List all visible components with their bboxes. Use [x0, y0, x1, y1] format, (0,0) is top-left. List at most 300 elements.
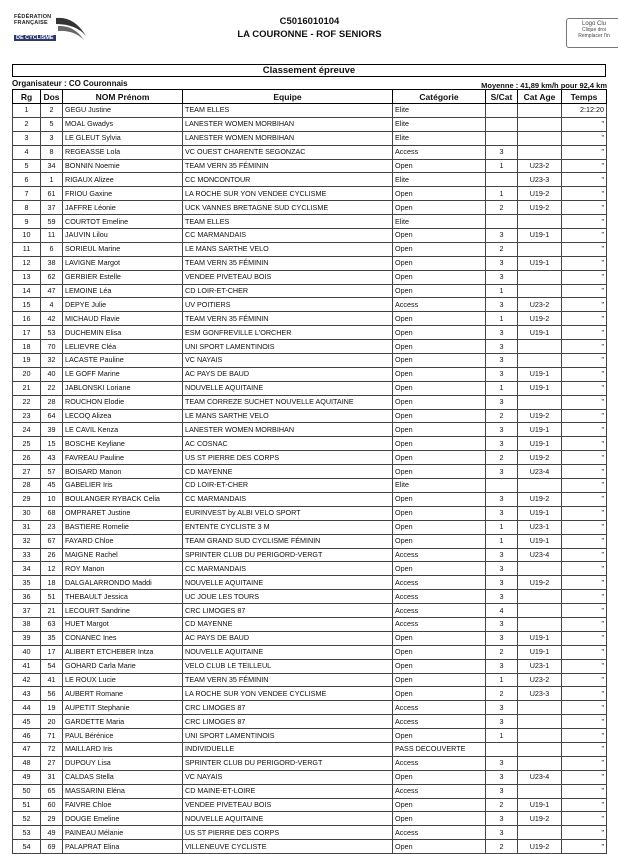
bib-cell: 3 [41, 131, 63, 145]
bib-cell: 69 [41, 840, 63, 854]
age-category-cell: U23-4 [518, 465, 562, 479]
table-row [13, 187, 607, 201]
time-cell: " [562, 354, 607, 368]
team-cell: CRC LIMOGES 87 [183, 604, 393, 618]
rider-name-cell: PAINEAU Mélanie [63, 826, 183, 840]
table-row [13, 492, 607, 506]
rank-cell: 11 [13, 242, 41, 256]
team-cell: UV POITIERS [183, 298, 393, 312]
subcategory-cell: 3 [486, 395, 518, 409]
category-cell: Access [393, 298, 486, 312]
bib-cell: 38 [41, 256, 63, 270]
table-row [13, 840, 607, 854]
subcategory-cell: 1 [486, 159, 518, 173]
subcategory-cell: 3 [486, 298, 518, 312]
team-cell: CD MAYENNE [183, 465, 393, 479]
rider-name-cell: JAUVIN Lilou [63, 229, 183, 243]
time-cell: " [562, 465, 607, 479]
age-category-cell [518, 701, 562, 715]
table-row [13, 340, 607, 354]
table-row [13, 284, 607, 298]
rider-name-cell: LACASTE Pauline [63, 354, 183, 368]
table-row [13, 131, 607, 145]
rank-cell: 29 [13, 492, 41, 506]
time-cell: " [562, 659, 607, 673]
team-cell: EURINVEST by ALBI VELO SPORT [183, 506, 393, 520]
team-cell: VC NAYAIS [183, 770, 393, 784]
category-cell: Open [393, 798, 486, 812]
time-cell: " [562, 562, 607, 576]
rank-cell: 6 [13, 173, 41, 187]
race-code: C5016010104 [279, 16, 340, 27]
team-cell: UCK VANNES BRETAGNE SUD CYCLISME [183, 201, 393, 215]
category-cell: Open [393, 812, 486, 826]
age-category-cell: U23-3 [518, 687, 562, 701]
table-row [13, 298, 607, 312]
subcategory-cell: 3 [486, 465, 518, 479]
rank-cell: 17 [13, 326, 41, 340]
rider-name-cell: ROUCHON Elodie [63, 395, 183, 409]
age-category-cell: U23-3 [518, 173, 562, 187]
rank-cell: 2 [13, 117, 41, 131]
time-cell: " [562, 798, 607, 812]
bib-cell: 32 [41, 354, 63, 368]
column-header-rg: Rg [13, 90, 41, 104]
table-row [13, 367, 607, 381]
category-cell: Access [393, 604, 486, 618]
table-row [13, 256, 607, 270]
subcategory-cell: 3 [486, 562, 518, 576]
category-cell: Elite [393, 215, 486, 229]
age-category-cell: U19-1 [518, 798, 562, 812]
club-logo-line2: Clique droi [582, 27, 606, 33]
time-cell: " [562, 437, 607, 451]
subcategory-cell: 3 [486, 715, 518, 729]
rank-cell: 31 [13, 520, 41, 534]
team-cell: CC MONCONTOUR [183, 173, 393, 187]
bib-cell: 49 [41, 826, 63, 840]
table-row [13, 326, 607, 340]
classement-title: Classement épreuve [12, 64, 606, 77]
rider-name-cell: GEGU Justine [63, 104, 183, 118]
team-cell: CRC LIMOGES 87 [183, 715, 393, 729]
rider-name-cell: CONANEC Ines [63, 631, 183, 645]
time-cell: " [562, 340, 607, 354]
rank-cell: 48 [13, 756, 41, 770]
age-category-cell [518, 742, 562, 756]
rider-name-cell: LE GLEUT Sylvia [63, 131, 183, 145]
age-category-cell: U19-1 [518, 256, 562, 270]
category-cell: Elite [393, 131, 486, 145]
column-header-scat: S/Cat [486, 90, 518, 104]
rank-cell: 26 [13, 451, 41, 465]
category-cell: Open [393, 187, 486, 201]
bib-cell: 39 [41, 423, 63, 437]
category-cell: Open [393, 534, 486, 548]
moyenne: Moyenne : 41,89 km/h pour 92,4 km [481, 81, 607, 90]
team-cell: UC JOUE LES TOURS [183, 590, 393, 604]
category-cell: Elite [393, 117, 486, 131]
time-cell: " [562, 367, 607, 381]
category-cell: Open [393, 631, 486, 645]
subcategory-cell: 1 [486, 312, 518, 326]
rank-cell: 14 [13, 284, 41, 298]
bib-cell: 11 [41, 229, 63, 243]
team-cell: TEAM ELLES [183, 215, 393, 229]
rider-name-cell: LAVIGNE Margot [63, 256, 183, 270]
bib-cell: 20 [41, 715, 63, 729]
category-cell: Access [393, 548, 486, 562]
subcategory-cell: 3 [486, 826, 518, 840]
time-cell: " [562, 229, 607, 243]
table-row [13, 826, 607, 840]
table-row [13, 520, 607, 534]
category-cell: Open [393, 284, 486, 298]
rider-name-cell: GOHARD Carla Marie [63, 659, 183, 673]
subcategory-cell: 3 [486, 340, 518, 354]
rider-name-cell: PALAPRAT Elina [63, 840, 183, 854]
subcategory-cell: 2 [486, 451, 518, 465]
table-row [13, 756, 607, 770]
club-logo-line3: Remplacer l'in [578, 33, 610, 39]
time-cell: " [562, 131, 607, 145]
bib-cell: 71 [41, 729, 63, 743]
rider-name-cell: GERBIER Estelle [63, 270, 183, 284]
results-body [13, 104, 607, 854]
table-row [13, 423, 607, 437]
age-category-cell [518, 354, 562, 368]
subcategory-cell: 1 [486, 381, 518, 395]
team-cell: NOUVELLE AQUITAINE [183, 576, 393, 590]
team-cell: LA ROCHE SUR YON VENDEE CYCLISME [183, 687, 393, 701]
subcategory-cell: 3 [486, 506, 518, 520]
age-category-cell: U19-1 [518, 534, 562, 548]
rank-cell: 50 [13, 784, 41, 798]
subcategory-cell: 1 [486, 729, 518, 743]
rider-name-cell: OMPRARET Justine [63, 506, 183, 520]
rider-name-cell: PAUL Bérénice [63, 729, 183, 743]
table-row [13, 798, 607, 812]
team-cell: TEAM CORREZE SUCHET NOUVELLE AQUITAINE [183, 395, 393, 409]
bib-cell: 28 [41, 395, 63, 409]
bib-cell: 31 [41, 770, 63, 784]
team-cell: LANESTER WOMEN MORBIHAN [183, 117, 393, 131]
subcategory-cell: 2 [486, 645, 518, 659]
team-cell: CD MAINE-ET-LOIRE [183, 784, 393, 798]
subcategory-cell: 3 [486, 631, 518, 645]
rank-cell: 46 [13, 729, 41, 743]
subcategory-cell: 3 [486, 576, 518, 590]
team-cell: TEAM ELLES [183, 104, 393, 118]
rider-name-cell: LE ROUX Lucie [63, 673, 183, 687]
age-category-cell [518, 395, 562, 409]
rank-cell: 18 [13, 340, 41, 354]
bib-cell: 35 [41, 631, 63, 645]
bib-cell: 53 [41, 326, 63, 340]
rank-cell: 8 [13, 201, 41, 215]
age-category-cell [518, 729, 562, 743]
time-cell: " [562, 173, 607, 187]
rider-name-cell: ALIBERT ETCHEBER Intza [63, 645, 183, 659]
category-cell: Open [393, 451, 486, 465]
age-category-cell [518, 826, 562, 840]
subcategory-cell: 1 [486, 673, 518, 687]
bib-cell: 72 [41, 742, 63, 756]
subcategory-cell: 3 [486, 617, 518, 631]
rank-cell: 35 [13, 576, 41, 590]
rider-name-cell: MAIGNE Rachel [63, 548, 183, 562]
subcategory-cell: 3 [486, 770, 518, 784]
team-cell: LE MANS SARTHE VELO [183, 242, 393, 256]
age-category-cell [518, 340, 562, 354]
bib-cell: 43 [41, 451, 63, 465]
bib-cell: 22 [41, 381, 63, 395]
category-cell: Open [393, 312, 486, 326]
table-row [13, 312, 607, 326]
bib-cell: 23 [41, 520, 63, 534]
age-category-cell: U23-2 [518, 673, 562, 687]
time-cell: " [562, 756, 607, 770]
subcategory-cell: 3 [486, 326, 518, 340]
team-cell: UNI SPORT LAMENTINOIS [183, 340, 393, 354]
rider-name-cell: HUET Margot [63, 617, 183, 631]
rank-cell: 24 [13, 423, 41, 437]
age-category-cell: U19-1 [518, 326, 562, 340]
age-category-cell [518, 117, 562, 131]
rank-cell: 45 [13, 715, 41, 729]
rank-cell: 51 [13, 798, 41, 812]
time-cell: " [562, 284, 607, 298]
subcategory-cell: 3 [486, 756, 518, 770]
category-cell: Access [393, 576, 486, 590]
table-row [13, 604, 607, 618]
rank-cell: 1 [13, 104, 41, 118]
rider-name-cell: DOUGE Emeline [63, 812, 183, 826]
rider-name-cell: MAILLARD Iris [63, 742, 183, 756]
rider-name-cell: GARDETTE Maria [63, 715, 183, 729]
age-category-cell: U19-2 [518, 840, 562, 854]
age-category-cell: U19-2 [518, 187, 562, 201]
rider-name-cell: DALGALARRONDO Maddi [63, 576, 183, 590]
bib-cell: 12 [41, 562, 63, 576]
team-cell: CC MARMANDAIS [183, 492, 393, 506]
subcategory-cell: 2 [486, 798, 518, 812]
age-category-cell: U23-4 [518, 548, 562, 562]
ffc-logo-line2: FRANÇAISE [14, 20, 48, 26]
rider-name-cell: LEMOINE Léa [63, 284, 183, 298]
age-category-cell [518, 284, 562, 298]
bib-cell: 45 [41, 479, 63, 493]
age-category-cell [518, 617, 562, 631]
team-cell: INDIVIDUELLE [183, 742, 393, 756]
team-cell: LE MANS SARTHE VELO [183, 409, 393, 423]
rider-name-cell: BOULANGER RYBACK Celia [63, 492, 183, 506]
subcategory-cell: 2 [486, 687, 518, 701]
rank-cell: 36 [13, 590, 41, 604]
time-cell: " [562, 312, 607, 326]
category-cell: Access [393, 145, 486, 159]
rider-name-cell: JABLONSKI Loriane [63, 381, 183, 395]
subcategory-cell [486, 117, 518, 131]
time-cell: " [562, 451, 607, 465]
time-cell: " [562, 840, 607, 854]
rider-name-cell: BOSCHE Keyliane [63, 437, 183, 451]
subcategory-cell: 2 [486, 840, 518, 854]
rider-name-cell: LECOURT Sandrine [63, 604, 183, 618]
bib-cell: 17 [41, 645, 63, 659]
subcategory-cell: 2 [486, 201, 518, 215]
time-cell: " [562, 326, 607, 340]
time-cell: " [562, 617, 607, 631]
time-cell: 2:12:20 [562, 104, 607, 118]
time-cell: " [562, 812, 607, 826]
category-cell: Open [393, 354, 486, 368]
rider-name-cell: LELIEVRE Cléa [63, 340, 183, 354]
category-cell: Open [393, 465, 486, 479]
subcategory-cell: 2 [486, 409, 518, 423]
team-cell: NOUVELLE AQUITAINE [183, 645, 393, 659]
age-category-cell: U19-2 [518, 409, 562, 423]
rank-cell: 16 [13, 312, 41, 326]
ffc-logo-line3: DE CYCLISME [16, 35, 54, 41]
time-cell: " [562, 604, 607, 618]
category-cell: Open [393, 340, 486, 354]
category-cell: Open [393, 520, 486, 534]
rider-name-cell: ROY Manon [63, 562, 183, 576]
team-cell: LANESTER WOMEN MORBIHAN [183, 131, 393, 145]
rank-cell: 43 [13, 687, 41, 701]
team-cell: TEAM VERN 35 FÉMININ [183, 256, 393, 270]
category-cell: Open [393, 840, 486, 854]
bib-cell: 26 [41, 548, 63, 562]
team-cell: TEAM VERN 35 FÉMININ [183, 673, 393, 687]
team-cell: LANESTER WOMEN MORBIHAN [183, 423, 393, 437]
bib-cell: 70 [41, 340, 63, 354]
subcategory-cell: 3 [486, 701, 518, 715]
bib-cell: 1 [41, 173, 63, 187]
category-cell: Open [393, 562, 486, 576]
rider-name-cell: DUCHEMIN Elisa [63, 326, 183, 340]
table-row [13, 270, 607, 284]
rider-name-cell: COURTOT Emeline [63, 215, 183, 229]
subcategory-cell: 3 [486, 437, 518, 451]
bib-cell: 2 [41, 104, 63, 118]
rider-name-cell: GABELIER Iris [63, 479, 183, 493]
results-table [12, 89, 607, 854]
bib-cell: 21 [41, 604, 63, 618]
bib-cell: 61 [41, 187, 63, 201]
rank-cell: 49 [13, 770, 41, 784]
team-cell: ESM GONFREVILLE L'ORCHER [183, 326, 393, 340]
bib-cell: 65 [41, 784, 63, 798]
category-cell: Access [393, 715, 486, 729]
rider-name-cell: BOISARD Manon [63, 465, 183, 479]
table-row [13, 242, 607, 256]
column-header-team: Equipe [183, 90, 393, 104]
bib-cell: 68 [41, 506, 63, 520]
age-category-cell: U19-2 [518, 312, 562, 326]
age-category-cell [518, 145, 562, 159]
bib-cell: 57 [41, 465, 63, 479]
age-category-cell: U19-2 [518, 451, 562, 465]
bib-cell: 56 [41, 687, 63, 701]
bib-cell: 60 [41, 798, 63, 812]
rider-name-cell: MICHAUD Flavie [63, 312, 183, 326]
bib-cell: 6 [41, 242, 63, 256]
subcategory-cell [486, 104, 518, 118]
age-category-cell: U23-2 [518, 159, 562, 173]
subcategory-cell: 1 [486, 520, 518, 534]
table-row [13, 659, 607, 673]
table-row [13, 631, 607, 645]
team-cell: TEAM GRAND SUD CYCLISME FÉMININ [183, 534, 393, 548]
race-title: LA COURONNE - ROF SENIORS [237, 29, 382, 40]
bib-cell: 63 [41, 617, 63, 631]
table-row [13, 145, 607, 159]
table-row [13, 215, 607, 229]
rank-cell: 22 [13, 395, 41, 409]
rider-name-cell: LE CAVIL Kenza [63, 423, 183, 437]
table-row [13, 104, 607, 118]
rank-cell: 10 [13, 229, 41, 243]
category-cell: Open [393, 395, 486, 409]
rank-cell: 28 [13, 479, 41, 493]
rider-name-cell: BASTIERE Romelie [63, 520, 183, 534]
table-row [13, 229, 607, 243]
table-row [13, 742, 607, 756]
table-row [13, 395, 607, 409]
rank-cell: 44 [13, 701, 41, 715]
table-row [13, 812, 607, 826]
column-header-category: Catégorie [393, 90, 486, 104]
club-logo-placeholder [566, 18, 618, 48]
age-category-cell [518, 270, 562, 284]
subcategory-cell: 3 [486, 367, 518, 381]
category-cell: Open [393, 367, 486, 381]
rank-cell: 15 [13, 298, 41, 312]
subcategory-cell: 3 [486, 256, 518, 270]
rider-name-cell: LECOQ Alizea [63, 409, 183, 423]
category-cell: Open [393, 659, 486, 673]
age-category-cell [518, 756, 562, 770]
table-row [13, 409, 607, 423]
subcategory-cell [486, 215, 518, 229]
page-header [0, 0, 619, 60]
table-row [13, 479, 607, 493]
age-category-cell: U19-1 [518, 423, 562, 437]
age-category-cell [518, 215, 562, 229]
age-category-cell: U19-1 [518, 631, 562, 645]
rank-cell: 7 [13, 187, 41, 201]
team-cell: VENDEE PIVETEAU BOIS [183, 798, 393, 812]
team-cell: NOUVELLE AQUITAINE [183, 812, 393, 826]
table-row [13, 576, 607, 590]
time-cell: " [562, 701, 607, 715]
time-cell: " [562, 145, 607, 159]
rank-cell: 40 [13, 645, 41, 659]
subcategory-cell: 3 [486, 145, 518, 159]
subcategory-cell: 3 [486, 590, 518, 604]
rank-cell: 32 [13, 534, 41, 548]
team-cell: CD LOIR-ET-CHER [183, 479, 393, 493]
time-cell: " [562, 256, 607, 270]
rider-name-cell: REGEASSE Lola [63, 145, 183, 159]
category-cell: Open [393, 492, 486, 506]
time-cell: " [562, 242, 607, 256]
column-header-temps: Temps [562, 90, 607, 104]
table-row [13, 701, 607, 715]
bib-cell: 47 [41, 284, 63, 298]
